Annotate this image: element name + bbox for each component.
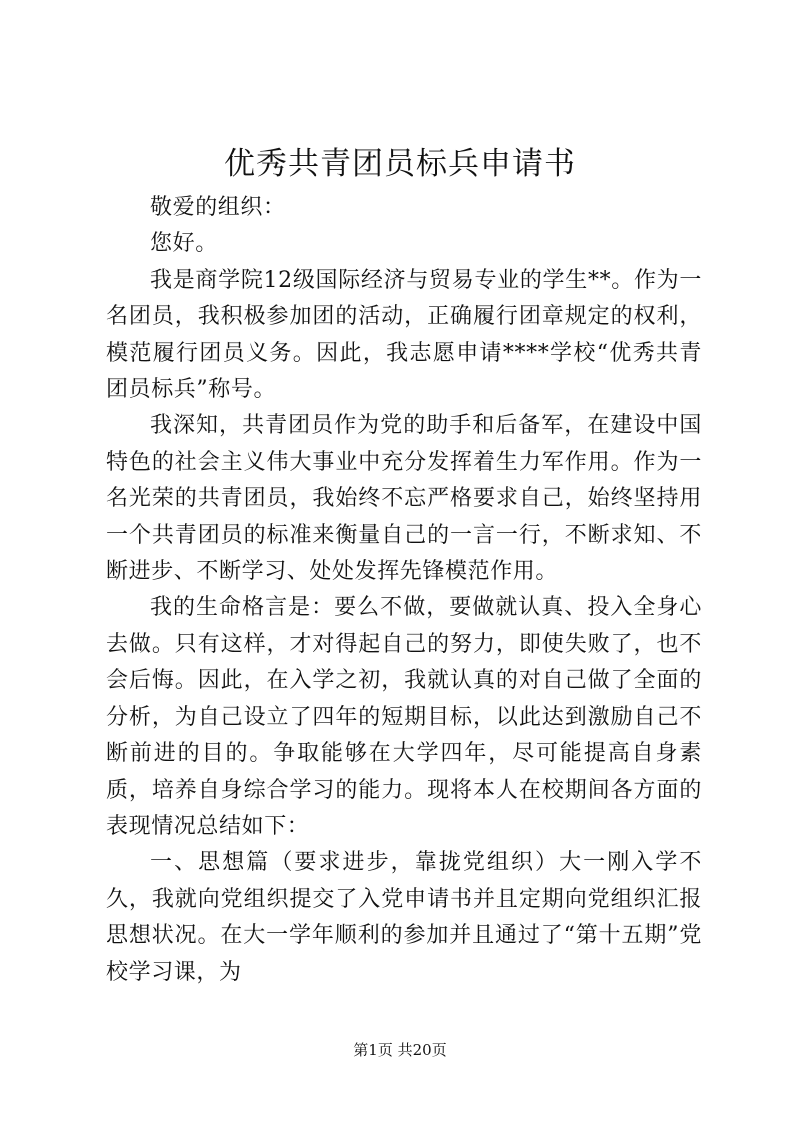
document-title: 优秀共青团员标兵申请书 (224, 146, 576, 182)
paragraph-role: 我深知，共青团员作为党的助手和后备军，在建设中国特色的社会主义伟大事业中充分发挥着生力军作用。作为一名光荣的共青团员，我始终不忘严格要求自己，始终坚持用一个共青团员的标准来衡量自己的一言一行，不断求知、不断进步、不断学习、处处发挥先锋模范作用。 (106, 413, 702, 585)
paragraph-introduction: 我是商学院12级国际经济与贸易专业的学生**。作为一名团员，我积极参加团的活动，正确履行团章规定的权利，模范履行团员义务。因此，我志愿申请****学校“优秀共青团员标兵”称号。 (106, 267, 702, 403)
document-body (106, 190, 702, 991)
salutation: 敬爱的组织： (150, 195, 286, 220)
page-number: 第1页 共20页 (353, 1041, 447, 1059)
paragraph-motto: 我的生命格言是：要么不做，要做就认真、投入全身心去做。只有这样，才对得起自己的努力，即使失败了，也不会后悔。因此，在入学之初，我就认真的对自己做了全面的分析，为自己设立了四年的短期目标，以此达到激励自己不断前进的目的。争取能够在大学四年，尽可能提高自身素质，培养自身综合学习的能力。现将本人在校期间各方面的表现情况总结如下： (106, 595, 702, 839)
paragraph-ideology: 一、思想篇（要求进步，靠拢党组织）大一刚入学不久，我就向党组织提交了入党申请书并且定期向党组织汇报思想状况。在大一学年顺利的参加并且通过了“第十五期”党校学习课，为 (106, 850, 702, 985)
greeting: 您好。 (150, 231, 218, 257)
